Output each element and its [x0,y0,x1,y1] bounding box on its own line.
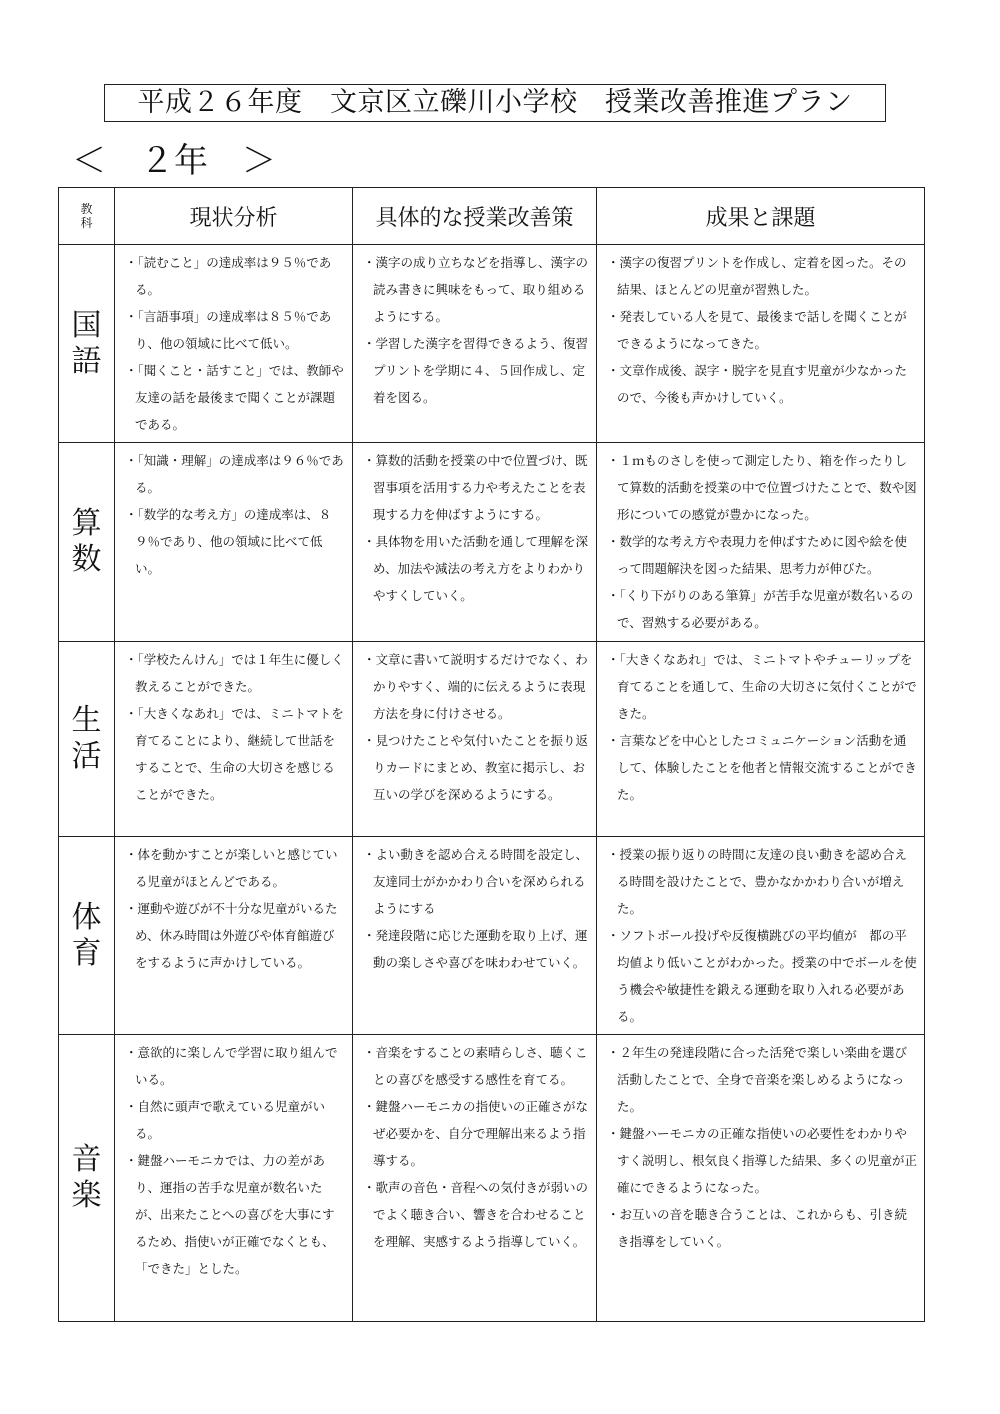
measures-cell [353,642,597,837]
list-item: ・歌声の音色・音程への気付きが弱いのでよく聴き合い、響きを合わせることを理解、実感するよう指導していく。 [363,1180,589,1249]
list-item: ・「聞くこと・話すこと」では、教師や友達の話を最後まで聞くことが課題である。 [125,363,344,432]
analysis-list [125,249,346,438]
list-item: ・「くり下がりのある筆算」が苦手な児童が数名いるので、習熟する必要がある。 [607,588,914,630]
subject-char: 算 [71,506,102,541]
header-analysis: 現状分析 [115,188,353,245]
list-item: ・「学校たんけん」では１年生に優しく教えることができた。 [125,652,344,694]
measures-list [363,447,590,609]
results-list [607,249,918,411]
grade-heading: ＜ ２年 ＞ [72,141,276,181]
analysis-list [125,1039,346,1282]
list-item: ・漢字の復習プリントを作成し、定着を図った。その結果、ほとんどの児童が習熟した。 [607,255,907,297]
results-cell [597,837,925,1035]
measures-cell [353,245,601,443]
subject-char: 体 [71,899,102,935]
page-title: 平成２６年度 文京区立礫川小学校 授業改善推進プラン [104,84,886,122]
improvement-plan-table [58,187,925,1322]
list-item: ・「数学的な考え方」の達成率は、８９％であり、他の領域に比べて低い。 [125,507,332,576]
list-item: ・漢字の成り立ちなどを指導し、漢字の 読み書きに興味をもって、取り組めるようにする。 [363,255,601,324]
list-item: ・「大きくなあれ」では、ミニトマトやチューリップを育てることを通して、生命の大切さに気付くことができた。 [607,652,917,721]
list-item: ・「大きくなあれ」では、ミニトマトを育てることにより、継続して世話をすることで、生命の大切さを感じることができた。 [125,706,344,802]
list-item: ・算数的活動を授業の中で位置づけ、既習事項を活用する力や考えたことを表現する力を伸ばすようにする。 [363,453,588,522]
list-item: ・体を動かすことが楽しいと感じている児童がほとんどである。 [125,847,338,889]
list-item: ・２年生の発達段階に合った活発で楽しい楽曲を選び活動したことで、全身で音楽を楽しめるようになった。 [607,1045,908,1114]
subject-cell [59,1035,115,1322]
analysis-list [125,841,346,976]
list-item: ・「読むこと」の達成率は９５％である。 [125,255,332,297]
list-item: ・発表している人を見て、最後まで話しを聞くことができるようになってきた。 [607,309,907,351]
table-row [59,837,925,1035]
list-item: ・お互いの音を聴き合うことは、これからも、引き続き指導をしていく。 [607,1207,908,1249]
header-measures: 具体的な授業改善策 [353,188,597,245]
subject-char: 活 [71,739,102,774]
list-item: ・ソフトボール投げや反復横跳びの平均値が 都の平均値より低いことがわかった。授業の中でボールを使う機会や敏捷性を鍛える運動を取り入れる必要がある。 [607,928,917,1024]
list-item: ・学習した漢字を習得できるよう、復習プリントを学期に４、５回作成し、定着を図る。 [363,336,589,405]
table-row [59,1035,925,1322]
list-item: ・具体物を用いた活動を通して理解を深め、加法や減法の考え方をよりわかりやすくしていく。 [363,534,589,603]
results-cell [597,245,925,443]
table-header-row [59,188,925,245]
results-list [607,447,918,636]
results-cell [597,1035,925,1322]
subject-char: 語 [71,343,102,379]
subject-char: 育 [71,935,102,971]
results-cell [597,443,925,642]
list-item: ・音楽をすることの素晴らしさ、聴くことの喜びを感受する感性を育てる。 [363,1045,588,1087]
measures-list [363,1039,590,1255]
measures-list [363,841,590,976]
measures-cell [353,837,597,1035]
list-item: ・数学的な考え方や表現力を伸ばすために図や絵を使って問題解決を図った結果、思考力が伸びた。 [607,534,908,576]
list-item: ・言葉などを中心としたコミュニケーション活動を通して、体験したことを他者と情報交流することができた。 [607,733,917,802]
analysis-cell [115,642,353,837]
header-results: 成果と課題 [597,188,925,245]
list-item: ・発達段階に応じた運動を取り上げ、運動の楽しさや喜びを味わわせていく。 [363,928,588,970]
measures-cell [353,1035,597,1322]
list-item: ・見つけたことや気付いたことを振り返りカードにまとめ、教室に掲示し、お互いの学びを深めるようにする。 [363,733,589,802]
table-row [59,443,925,642]
list-item: ・意欲的に楽しんで学習に取り組んでいる。 [125,1045,338,1087]
measures-cell [353,443,597,642]
subject-char: 数 [71,542,102,577]
list-item: ・文章に書いて説明するだけでなく、わかりやすく、端的に伝えるように表現方法を身に付けさせる。 [363,652,588,721]
subject-cell [59,443,115,642]
list-item: ・鍵盤ハーモニカでは、力の差があり、運指の苦手な児童が数名いたが、出来たことへの喜びを大事にするため、指使いが正確でなくとも、「できた」とした。 [125,1153,335,1276]
list-item: ・「知識・理解」の達成率は９６％である。 [125,453,344,495]
list-item: ・自然に頭声で歌えている児童がいる。 [125,1099,326,1141]
table-body [59,245,925,1322]
analysis-list [125,646,346,808]
subject-char: 国 [71,307,102,343]
subject-cell [59,642,115,837]
table-row [59,245,925,443]
list-item: ・授業の振り返りの時間に友達の良い動きを認め合える時間を設けたことで、豊かなかかわり合いが増えた。 [607,847,908,916]
subject-cell [59,837,115,1035]
results-list [607,646,918,808]
list-item: ・鍵盤ハーモニカの指使いの正確さがなぜ必要かを、自分で理解出来るよう指導する。 [363,1099,589,1168]
list-item: ・運動や遊びが不十分な児童がいるため、休み時間は外遊びや体育館遊びをするように声かけしている。 [125,901,338,970]
subject-char: 生 [71,703,102,738]
subject-char: 楽 [71,1178,102,1213]
results-list [607,1039,918,1255]
list-item: ・鍵盤ハーモニカの正確な指使いの必要性をわかりやすく説明し、根気良く指導した結果、多くの児童が正確にできるようになった。 [607,1126,918,1195]
subject-cell [59,245,115,443]
analysis-cell [115,245,353,443]
table-row [59,642,925,837]
analysis-cell [115,1035,353,1322]
list-item: ・よい動きを認め合える時間を設定し、友達同士がかかわり合いを深められるようにする [363,847,589,916]
list-item: ・文章作成後、誤字・脱字を見直す児童が少なかったので、今後も声かけしていく。 [607,363,908,405]
analysis-list [125,447,346,582]
results-cell [597,642,925,837]
header-subject [59,188,115,245]
analysis-cell [115,837,353,1035]
subject-char: 音 [71,1142,102,1177]
list-item: ・１ｍものさしを使って測定したり、箱を作ったりして算数的活動を授業の中で位置づけたことで、数や図形についての感覚が豊かになった。 [607,453,917,522]
measures-list [363,249,601,411]
results-list [607,841,918,1030]
analysis-cell [115,443,353,642]
measures-list [363,646,590,808]
list-item: ・「言語事項」の達成率は８５％であり、他の領域に比べて低い。 [125,309,332,351]
header-subject-label: 教科 [80,202,93,230]
